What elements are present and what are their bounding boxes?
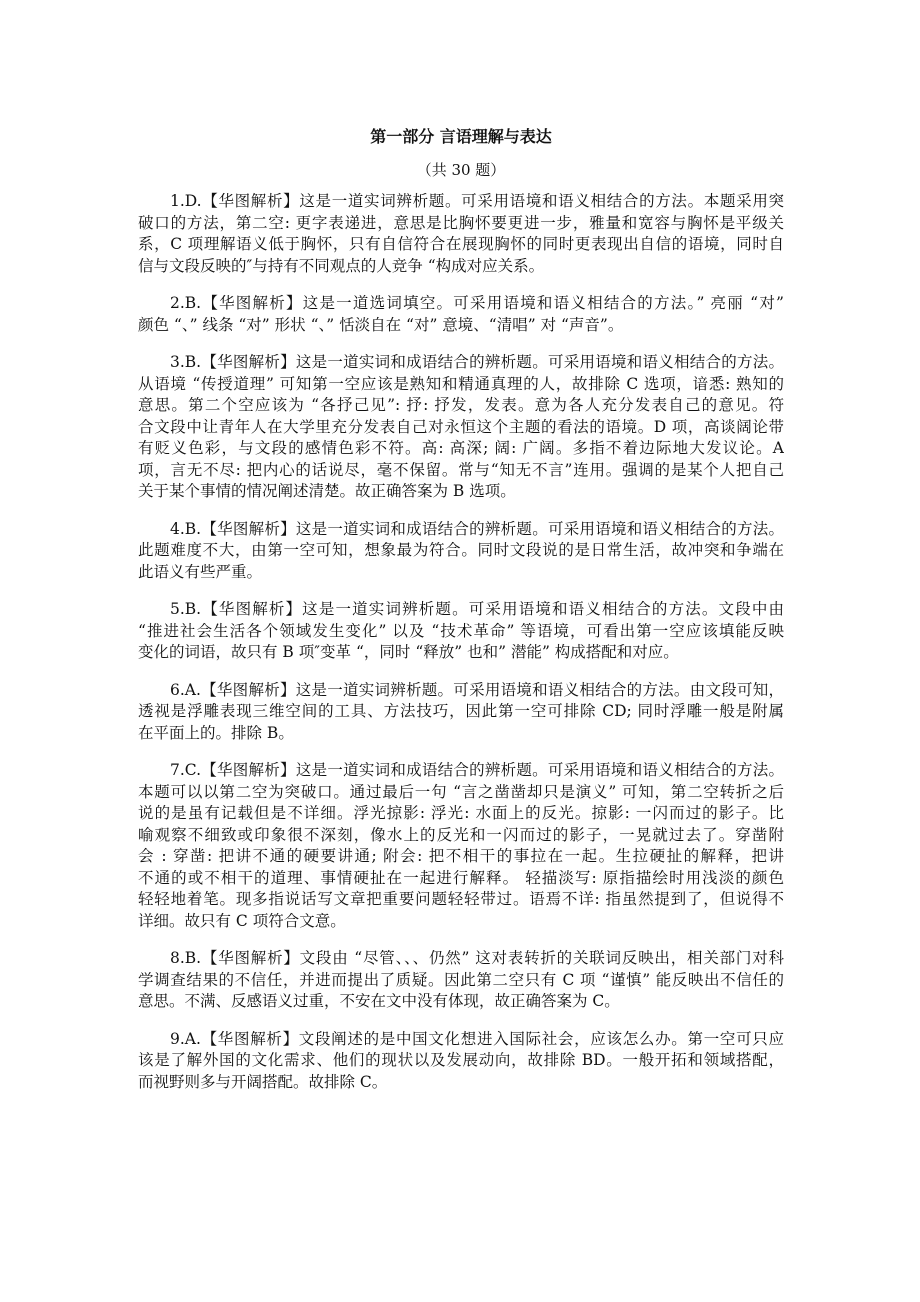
answer-paragraph <box>138 191 784 277</box>
paragraph-line: 6.A.【华图解析】这是一道实词辨析题。可采用语境和语义相结合的方法。由文段可知， <box>170 680 784 699</box>
paragraph-line: 系，C 项理解语义低于胸怀，只有自信符合在展现胸怀的同时更表现出自信的语境，同时自 <box>138 235 784 253</box>
document-page <box>138 126 784 1093</box>
paragraph-line: 透视是浮雕表现三维空间的工具、方法技巧，因此第一空可排除 CD; 同时浮雕一般是附属 <box>138 702 784 720</box>
answer-paragraph <box>138 599 784 664</box>
paragraph-line: 喻观察不细致或印象很不深刻，像水上的反光和一闪而过的影子，一晃就过去了。穿凿附 <box>138 825 784 844</box>
answer-paragraph <box>138 352 784 503</box>
paragraph-line: 关于某个事情的情况阐述清楚。故正确答案为 B 选项。 <box>138 482 516 500</box>
paragraph-line: 意思。第二个空应该为 “各抒己见”: 抒: 抒发，发表。意为各人充分发表自己的意见。符 <box>138 396 784 414</box>
answer-explanations <box>138 191 784 1093</box>
paragraph-line: 在平面上的。排除 B。 <box>138 723 294 742</box>
answer-paragraph <box>138 680 784 745</box>
paragraph-line: 本题可以以第二空为突破口。通过最后一句 “言之凿凿却只是演义” 可知，第二空转折之后 <box>138 782 784 801</box>
paragraph-line: 颜色 “、” 线条 “对” 形状 “、” 恬淡自在 “对” 意境、“清唱” 对 “声音”。 <box>138 315 624 334</box>
paragraph-line: 该是了解外国的文化需求、他们的现状以及发展动向，故排除 BD。一般开拓和领域搭配， <box>138 1051 784 1069</box>
paragraph-line: 不通的或不相干的道理、事情硬扯在一起进行解释。 轻描淡写: 原指描绘时用浅淡的颜色 <box>138 868 784 887</box>
answer-paragraph <box>138 1029 784 1094</box>
section-title: 第一部分 言语理解与表达 <box>370 127 552 146</box>
answer-paragraph <box>138 760 784 932</box>
paragraph-line: 会 : 穿凿: 把讲不通的硬要讲通; 附会: 把不相干的事拉在一起。生拉硬扯的解释，把讲 <box>138 847 784 865</box>
paragraph-line: 轻轻地着笔。现多指说话写文章把重要问题轻轻带过。语焉不详: 指虽然提到了，但说得不 <box>138 890 784 908</box>
paragraph-line: 变化的词语，故只有 B 项″变革 “，同时 “释放” 也和” 潜能” 构成搭配和对应。 <box>138 643 679 661</box>
paragraph-line: 合文段中让青年人在大学里充分发表自己对永恒这个主题的看法的语境。D 项，高谈阔论带 <box>138 417 784 436</box>
paragraph-line: 详细。故只有 C 项符合文意。 <box>138 911 346 930</box>
paragraph-line: 3.B.【华图解析】这是一道实词和成语结合的辨析题。可采用语境和语义相结合的方法。 <box>170 353 784 371</box>
paragraph-line: 此语义有些严重。 <box>138 562 263 581</box>
answer-paragraph <box>138 293 784 336</box>
paragraph-line: 8.B.【华图解析】文段由 “尽管、、、仍然” 这对表转折的关联词反映出，相关部门对科 <box>170 949 784 967</box>
paragraph-line: 而视野则多与开阔搭配。故排除 C。 <box>138 1072 388 1091</box>
paragraph-line: 从语境 “传授道理” 可知第一空应该是熟知和精通真理的人，故排除 C 选项，谙悉: 熟知的 <box>138 374 784 393</box>
answer-paragraph <box>138 519 784 584</box>
paragraph-line: 4.B.【华图解析】这是一道实词和成语结合的辨析题。可采用语境和语义相结合的方法。 <box>170 519 784 538</box>
paragraph-line: 学调查结果的不信任，并进而提出了质疑。因此第二空只有 C 项 “谨慎” 能反映出不信任的 <box>138 970 784 989</box>
paragraph-line: 信与文段反映的″与持有不同观点的人竞争 “构成对应关系。 <box>138 256 545 275</box>
paragraph-line: 项，言无不尽: 把内心的话说尽，毫不保留。常与“知无不言”连用。强调的是某个人把自己 <box>138 460 784 479</box>
paragraph-line: 意思。不满、反感语义过重，不安在文中没有体现，故正确答案为 C。 <box>138 992 620 1010</box>
paragraph-line: 此题难度不大，由第一空可知，想象最为符合。同时文段说的是日常生活，故冲突和争端在 <box>138 541 784 559</box>
paragraph-line: 有贬义色彩，与文段的感情色彩不符。高: 高深; 阔: 广阔。多指不着边际地大发议论。A <box>138 439 784 457</box>
paragraph-line: “推进社会生活各个领域发生变化” 以及 “技术革命” 等语境，可看出第一空应该填能反映 <box>138 621 784 640</box>
paragraph-line: 1.D.【华图解析】这是一道实词辨析题。可采用语境和语义相结合的方法。本题采用突 <box>170 192 784 210</box>
section-subtitle: （共 30 题） <box>416 161 506 179</box>
paragraph-line: 9.A.【华图解析】文段阐述的是中国文化想进入国际社会，应该怎么办。第一空可只应 <box>170 1029 784 1048</box>
paragraph-line: 破口的方法，第二空: 更字表递进，意思是比胸怀要更进一步，雅量和宽容与胸怀是平级关 <box>138 213 784 232</box>
paragraph-line: 说的是虽有记载但是不详细。浮光掠影: 浮光: 水面上的反光。掠影: 一闪而过的影子。比 <box>138 804 784 822</box>
paragraph-line: 5.B.【华图解析】这是一道实词辨析题。可采用语境和语义相结合的方法。文段中由 <box>170 600 784 618</box>
paragraph-line: 7.C.【华图解析】这是一道实词和成语结合的辨析题。可采用语境和语义相结合的方法。 <box>170 761 784 779</box>
answer-paragraph <box>138 948 784 1013</box>
paragraph-line: 2.B.【华图解析】这是一道选词填空。可采用语境和语义相结合的方法。” 亮丽 “对” <box>170 294 784 312</box>
